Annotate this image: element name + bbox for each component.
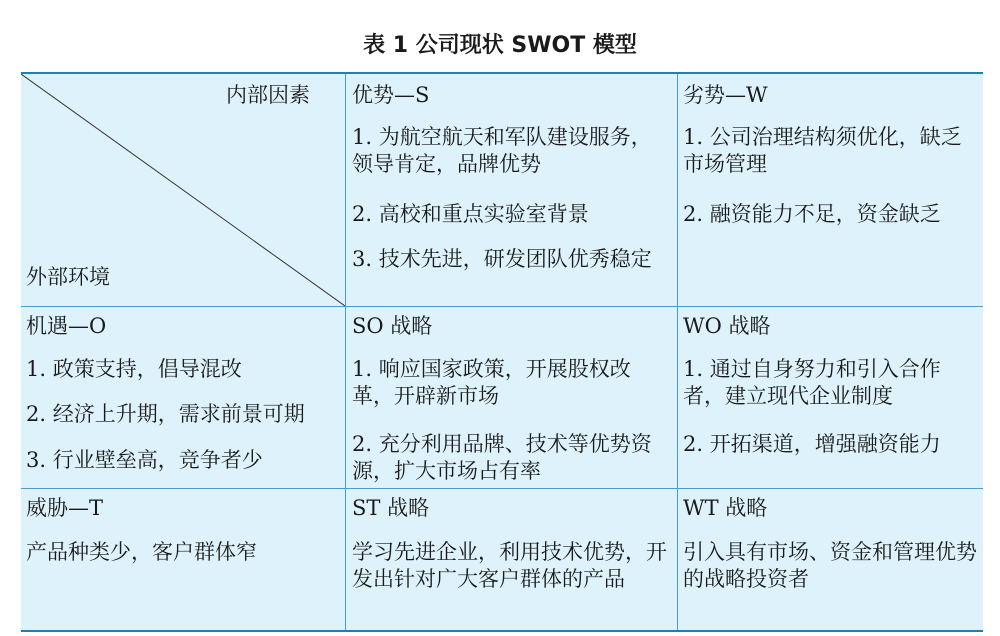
strength-item-1: 1. 为航空航天和军队建设服务，领导肯定，品牌优势 xyxy=(352,125,652,176)
wo-strategy-item-2: 2. 开拓渠道，增强融资能力 xyxy=(683,432,941,456)
row-divider-1 xyxy=(21,306,983,307)
opportunities-heading: 机遇—O xyxy=(26,314,107,338)
so-strategy-heading: SO 战略 xyxy=(352,314,433,338)
opportunity-item-1: 1. 政策支持，倡导混改 xyxy=(26,357,242,381)
wt-strategy-heading: WT 战略 xyxy=(683,496,768,520)
st-strategy-heading: ST 战略 xyxy=(352,496,430,520)
st-strategy-text: 学习先进企业，利用技术优势，开发出针对广大客户群体的产品 xyxy=(352,540,667,591)
weakness-item-2: 2. 融资能力不足，资金缺乏 xyxy=(683,202,941,226)
column-divider-2 xyxy=(677,74,678,630)
so-strategy-item-2: 2. 充分利用品牌、技术等优势资源，扩大市场占有率 xyxy=(352,432,652,483)
header-external-environment: 外部环境 xyxy=(26,265,110,289)
strength-item-3: 3. 技术先进，研发团队优秀稳定 xyxy=(352,247,652,271)
so-strategy-item-1: 1. 响应国家政策，开展股权改革，开辟新市场 xyxy=(352,357,631,408)
swot-table xyxy=(21,72,983,632)
opportunity-item-3: 3. 行业壁垒高，竞争者少 xyxy=(26,448,263,472)
opportunity-item-2: 2. 经济上升期，需求前景可期 xyxy=(26,402,305,426)
header-internal-factors: 内部因素 xyxy=(226,83,310,107)
weakness-item-1: 1. 公司治理结构须优化，缺乏市场管理 xyxy=(683,125,962,176)
threats-heading: 威胁—T xyxy=(26,496,104,520)
wt-strategy-text: 引入具有市场、资金和管理优势的战略投资者 xyxy=(683,540,977,591)
strength-item-2: 2. 高校和重点实验室背景 xyxy=(352,202,589,226)
strengths-heading: 优势—S xyxy=(352,83,430,107)
wo-strategy-item-1: 1. 通过自身努力和引入合作者，建立现代企业制度 xyxy=(683,357,941,408)
weaknesses-heading: 劣势—W xyxy=(683,83,768,107)
table-caption: 表 1 公司现状 SWOT 模型 xyxy=(363,33,637,58)
row-divider-2 xyxy=(21,488,983,489)
threat-item-1: 产品种类少，客户群体窄 xyxy=(26,540,257,564)
column-divider-1 xyxy=(345,74,346,630)
wo-strategy-heading: WO 战略 xyxy=(683,314,771,338)
